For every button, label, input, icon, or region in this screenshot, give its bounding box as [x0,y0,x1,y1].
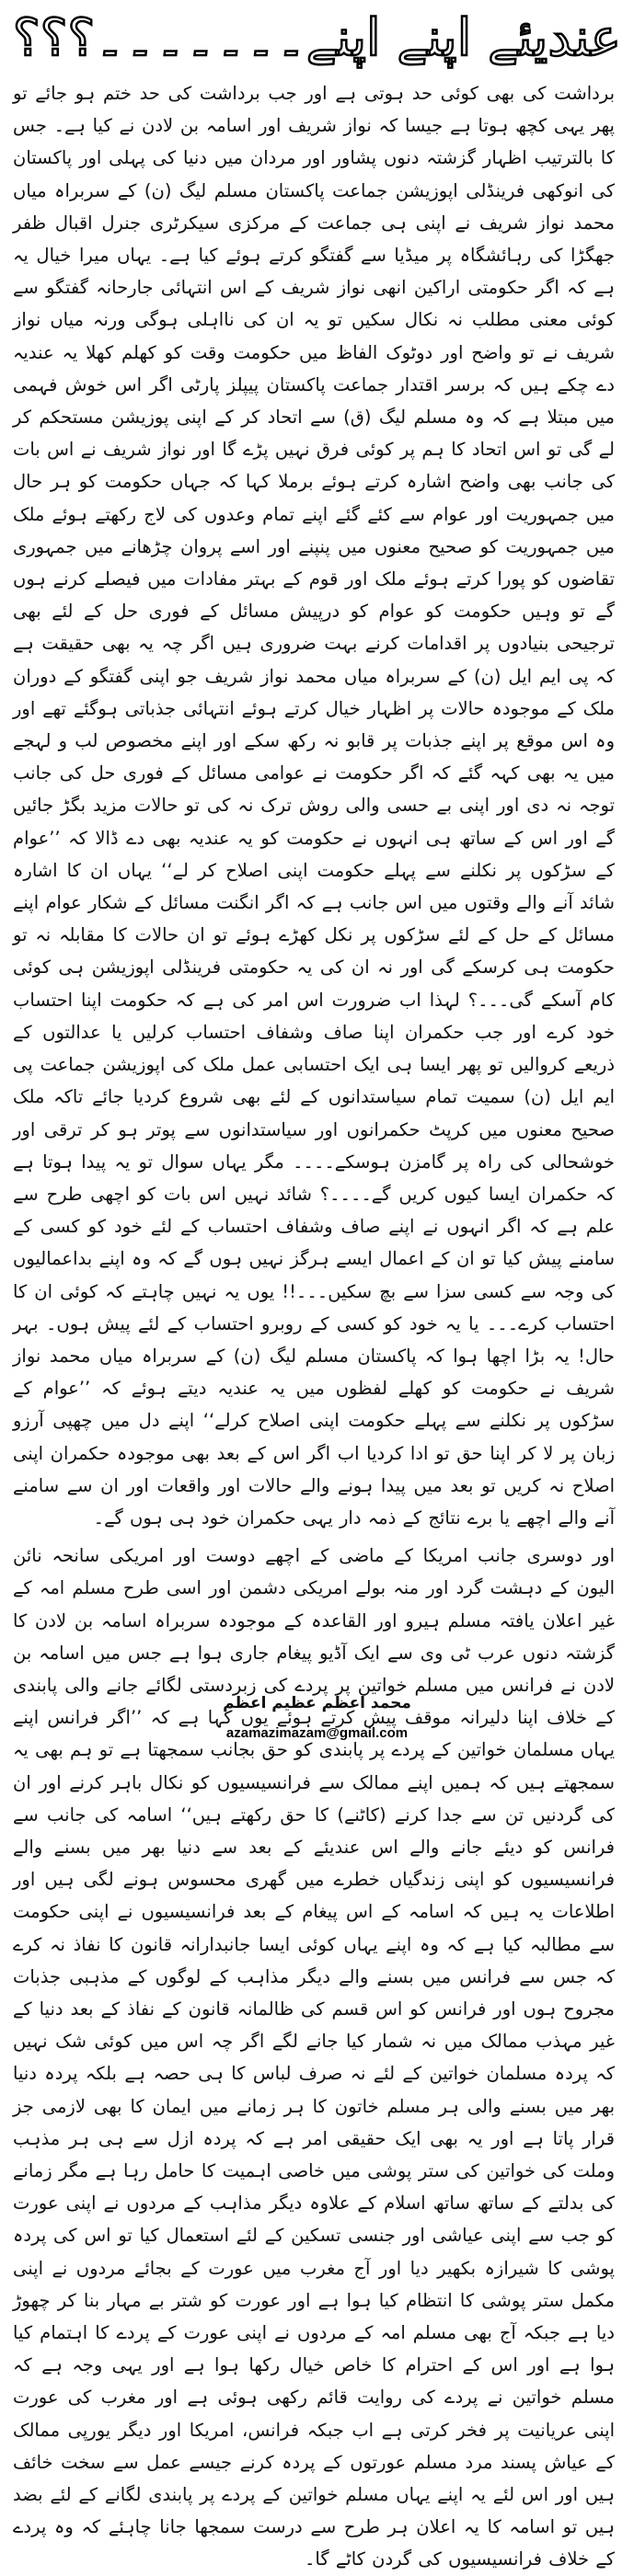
article-paragraph: اور دوسری جانب امریکا کے ماضی کے اچھے دوست اور امریکی سانحہ نائن الیون کے دہشت گرد اور منہ بولے امریکی دشمن اور اسی طرح مسلم امہ کے غیر اعلان یافتہ مسلم ہیرو اور القاعدہ کے موجودہ سربراہ اسامہ بن لادن کا گزشتہ دنوں عرب ٹی وی سے ایک آڈیو پیغام جاری ہوا ہے جس میں اسامہ بن لادن نے فرانس میں مسلم خواتین پر پردے کی زبردستی لگائے جانے والی پابندی کے خلاف اپنا دلیرانہ موقف پیش کرتے ہوئے یوں کہا ہے کہ ’’اگر فرانس اپنے یہاں مسلمان خواتین کے پردے پر پابندی کو حق بجانب سمجھتا ہے تو ہم بھی یہ سمجھتے ہیں کہ ہمیں اپنے ممالک سے فرانسیسیوں کو نکال باہر کرنے اور ان کی گردنیں تن سے جدا کرنے (کاٹنے) کا حق رکھتے ہیں‘‘ اسامہ کی جانب سے فرانس کو دیئے جانے والے اس عندیئے کے بعد سے دنیا بھر میں بسنے والے فرانسیسیوں کو اپنی زندگیاں خطرے میں گھری محسوس ہونے لگی ہیں اور اطلاعات یہ ہیں کہ اسامہ کے اس پیغام کے بعد فرانسیسیوں نے اپنی حکومت سے مطالبہ کیا ہے کہ وہ اپنے یہاں کوئی ایسا جانبدارانہ قانون کا نفاذ نہ کرے کہ جس سے فرانس میں بسنے والے دیگر مذاہب کے لوگوں کے مذہبی جذبات مجروح ہوں اور فرانس کو اس قسم کی ظالمانہ قانون کے نفاذ کے بعد دنیا کے غیر مہذب ممالک میں نہ شمار کیا جانے لگے اگر چہ اس میں کوئی شک نہیں کہ پردہ مسلمان خواتین کے لئے نہ صرف لباس کا ہی حصہ ہے بلکہ پردہ دنیا بھر میں بسنے والی ہر مسلم خاتون کا ہر زمانے میں ایمان کا بھی لازمی جز قرار پاتا ہے اور یہ بھی ایک حقیقی امر ہے کہ پردہ ازل سے ہی ہر مذہب وملت کی خواتین کی ستر پوشی میں خاصی اہمیت کا حامل رہا ہے مگر زمانے کی بدلتے کے ساتھ ساتھ اسلام کے علاوہ دیگر مذاہب کے مردوں نے اپنی عورت کو جب سے اپنی عیاشی اور جنسی تسکین کے لئے استعمال کیا تو اس کی پردہ پوشی کا شیرازہ بکھیر دیا اور آج مغرب میں عورت کے بجائے مردوں نے اپنی مکمل ستر پوشی کا انتظام کیا ہوا ہے اور عورت کو شتر بے مہار بنا کر چھوڑ دیا ہے جبکہ آج بھی مسلم امہ کے مردوں نے اپنی عورت کے پردے کا اہتمام کیا ہوا ہے اور اس کے احترام کا خاص خیال رکھا ہوا ہے اور یہی وجہ ہے کہ مسلم خواتین نے پردے کی روایت قائم رکھی ہوئی ہے اور مغرب کی عورت اپنی عریانیت پر فخر کرتی ہے اب جبکہ فرانس، امریکا اور دیگر یورپی ممالک کے عیاش پسند مرد مسلم عورتوں کے پردہ کرنے جیسے عمل سے سخت خائف ہیں اور اس لئے یہ اپنے یہاں مسلم خواتین کے پردے پر پابندی لگانے کے لئے بضد ہیں تو اسامہ کا یہ اعلان ہر طرح سے درست سمجھا جانا چاہئے کہ وہ پردے کے خلاف فرانسیسیوں کی گردن کاٹے گا۔ [13,1545,615,2570]
article-paragraph: برداشت کی بھی کوئی حد ہوتی ہے اور جب برداشت کی حد ختم ہو جائے تو پھر یہی کچھ ہوتا ہے جیسا کہ نواز شریف اور اسامہ بن لادن نے کیا ہے۔ جس کا بالترتیب اظہار گزشتہ دنوں پشاور اور مردان میں دنیا کی پہلی اور پاکستان کی انوکھی فرینڈلی اپوزیشن جماعت پاکستان مسلم لیگ (ن) کے سربراہ میاں محمد نواز شریف نے اپنی ہی جماعت کے مرکزی سیکرٹری جنرل اقبال ظفر جھگڑا کی رہائشگاہ پر میڈیا سے گفتگو کرتے ہوئے کیا ہے۔ یہاں میرا خیال یہ ہے کہ اگر حکومتی اراکین انھی نواز شریف کے اس انتہائی جارحانہ گفتگو سے کوئی معنی مطلب نہ نکال سکیں تو یہ ان کی نااہلی ہوگی ورنہ میاں نواز شریف نے تو واضح اور دوٹوک الفاظ میں حکومت وقت کو کھلم کھلا یہ عندیہ دے چکے ہیں کہ برسر اقتدار جماعت پاکستان پیپلز پارٹی اگر اس خوش فہمی میں مبتلا ہے کہ وہ مسلم لیگ (ق) سے اتحاد کر کے اپنی پوزیشن مستحکم کر لے گی تو اس اتحاد کا ہم پر کوئی فرق نہیں پڑے گا اور نواز شریف نے اس بات کی جانب بھی واضح اشارہ کرتے ہوئے برملا کہا کہ جہاں حکومت کو ہر حال میں جمہوریت اور عوام سے کئے گئے اپنے تمام وعدوں کی لاج رکھتے ہوئے ملک میں جمہوریت کو صحیح معنوں میں پنپنے اور اسے پروان چڑھانے میں جمہوری تقاضوں کو پورا کرتے ہوئے ملک اور قوم کے بہتر مفادات میں فیصلے کرنے ہوں گے تو وہیں حکومت کو عوام کو درپیش مسائل کے فوری حل کے لئے بھی ترجیحی بنیادوں پر اقدامات کرنے بہت ضروری ہیں اگر چہ یہ بھی حقیقت ہے کہ پی ایم ایل (ن) کے سربراہ میاں محمد نواز شریف جو اپنی گفتگو کے دوران ملک کے موجودہ حالات پر اظہار خیال کرتے ہوئے انتہائی جذباتی ہوگئے تھے اور وہ اس موقع پر اپنے جذبات پر قابو نہ رکھ سکے اور اپنے مخصوص لب و لہجے میں یہ بھی کہہ گئے کہ اگر حکومت نے عوامی مسائل کے فوری حل کی جانب توجہ نہ دی اور اپنی بے حسی والی روش ترک نہ کی تو حالات مزید بگڑ جائیں گے اور اس کے ساتھ ہی انہوں نے حکومت کو یہ عندیہ بھی دے ڈالا کہ ’’عوام کے سڑکوں پر نکلنے سے پہلے حکومت اپنی اصلاح کر لے‘‘ یہاں ان کا اشارہ شائد آنے والے وقتوں میں اس جانب ہے کہ اگر انگنت مسائل کے شکار عوام اپنے مسائل کے حل کے لئے سڑکوں پر نکل کھڑے ہوئے تو ان حالات کا مقابلہ نہ تو حکومت ہی کرسکے گی اور نہ ان کی یہ حکومتی فرینڈلی اپوزیشن ہی کوئی کام آسکے گی۔۔۔؟ لہذا اب ضرورت اس امر کی ہے کہ حکومت اپنا احتساب خود کرے اور جب حکمران اپنا صاف وشفاف احتساب کرلیں یا عدالتوں کے ذریعے کروالیں تو پھر ایسا ہی ایک احتسابی عمل ملک کی اپوزیشن جماعت پی ایم ایل (ن) سمیت تمام سیاستدانوں کے لئے بھی شروع کردیا جائے تاکہ ملک صحیح معنوں میں کرپٹ حکمرانوں اور سیاستدانوں سے پوتر ہو کر ترقی اور خوشحالی کی راہ پر گامزن ہوسکے۔۔۔۔ مگر یہاں سوال تو یہ پیدا ہوتا ہے کہ حکمران ایسا کیوں کریں گے۔۔۔۔؟ شائد نہیں اس بات کو اچھی طرح سے علم ہے کہ اگر انہوں نے اپنے صاف وشفاف احتساب کے لئے خود کو کسی کے سامنے پیش کیا تو ان کے اعمال ایسے ہرگز نہیں ہوں گے کہ وہ اپنے بداعمالیوں کی وجہ سے کسی سزا سے بچ سکیں۔۔۔!! یوں یہ نہیں چاہتے کہ کوئی ان کا احتساب کرے۔۔۔ یا یہ خود کو کسی کے روبرو احتساب کے لئے پیش ہوں۔ بہر حال! یہ بڑا اچھا ہوا کہ پاکستان مسلم لیگ (ن) کے سربراہ میاں محمد نواز شریف نے حکومت کو کھلے لفظوں میں یہ عندیہ دیتے ہوئے کہ ’’عوام کے سڑکوں پر نکلنے سے پہلے حکومت اپنی اصلاح کرلے‘‘ اپنے دل میں چھپی آرزو زبان پر لا کر اپنا حق تو ادا کردیا اب اگر اس کے بعد بھی موجودہ حکمران اپنی اصلاح نہ کریں تو بعد میں پیدا ہونے والے حالات اور واقعات اور ان سے سامنے آنے والے اچھے یا برے نتائج کے ذمہ دار یہی حکمران خود ہی ہوں گے۔ [13,83,615,1528]
article-headline: عندیئے اپنے اپنے۔۔۔۔۔۔۔؟؟؟ [12,8,622,68]
author-byline: محمد اعظم عظیم اعظم [223,1694,411,1712]
author-email: azamazimazam@gmail.com [225,1725,409,1741]
